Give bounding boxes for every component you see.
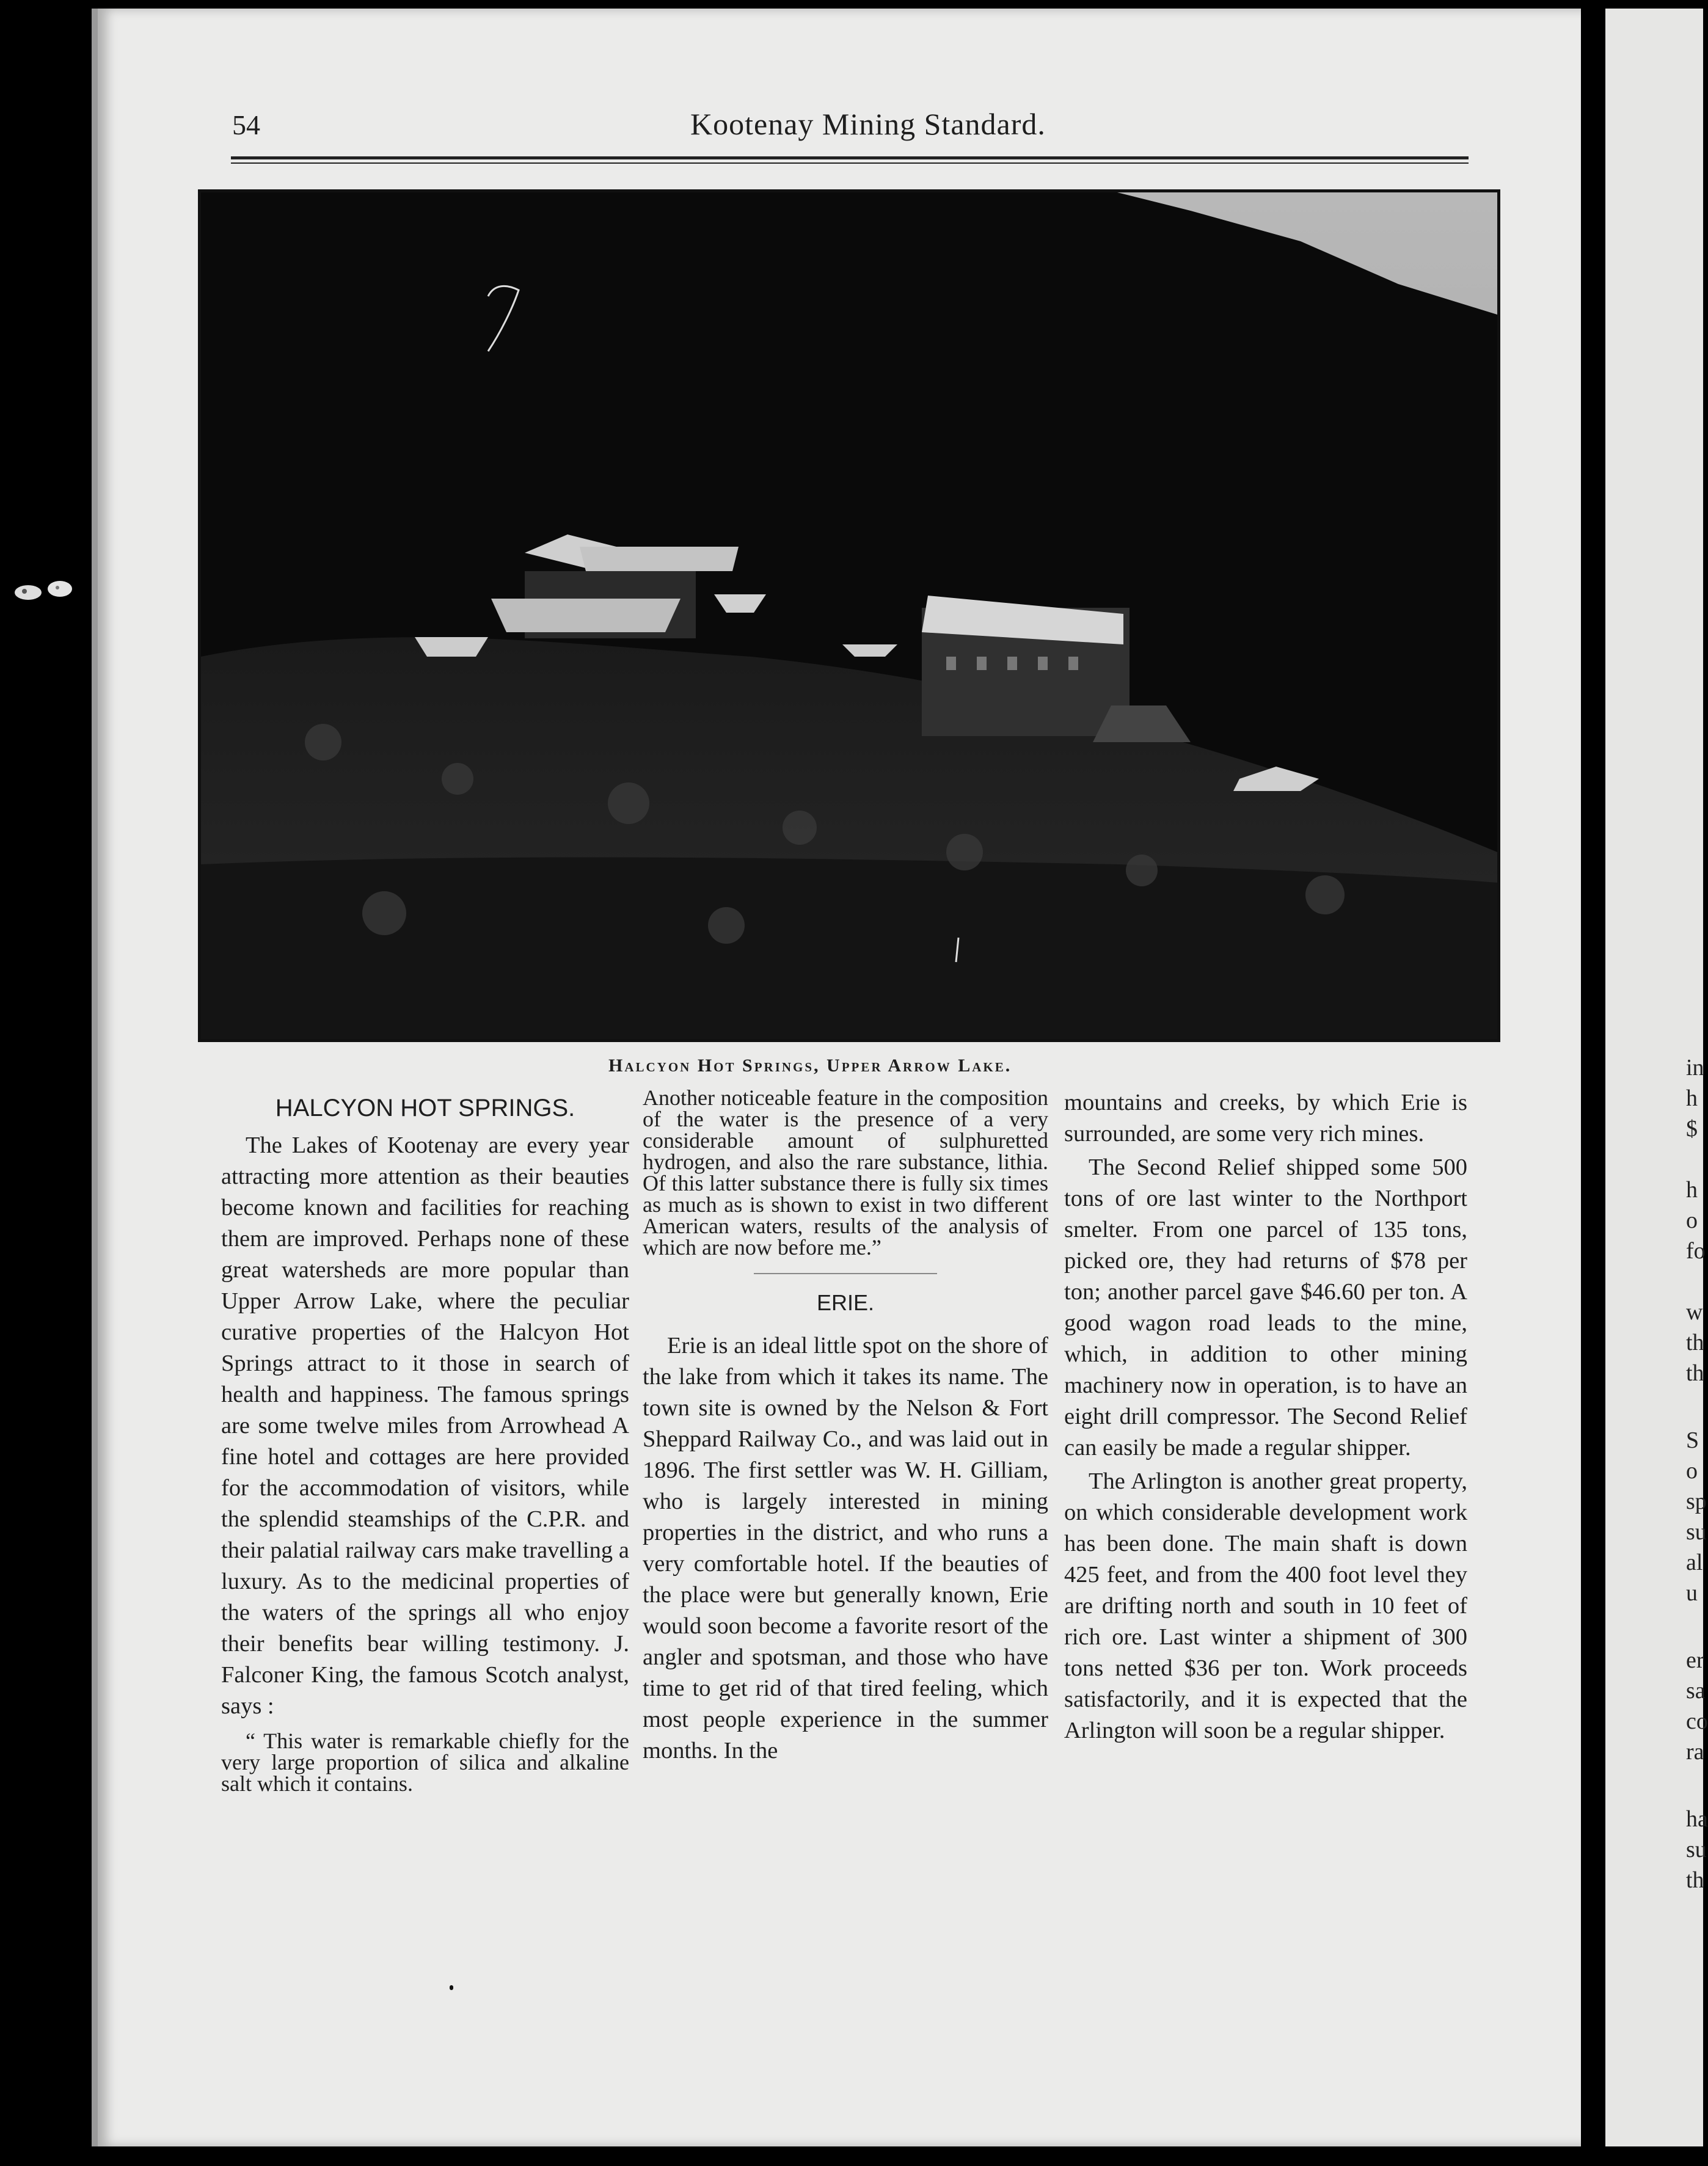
photo-caption: Halcyon Hot Springs, Upper Arrow Lake. (608, 1056, 1012, 1076)
halcyon-heading: HALCYON HOT SPRINGS. (275, 1095, 575, 1121)
halcyon-paragraph: The Lakes of Kootenay are every year attracting more attention as their beauties become known and facilities for reaching them are improved. Perhaps none of these great watersheds are more popular than Upper Arrow Lake, where the peculiar curative properties of the Halcyon Hot Springs attract to it those in search of health and happiness. The famous springs are some twelve miles from Arrowhead A fine hotel and cottages are here provided for the accommodation of visitors, while the splendid steamships of the C.P.R. and their palatial railway cars make travelling a luxury. As to the medicinal properties of the waters of the springs all who enjoy their benefits bear willing testimony. J. Falconer King, the famous Scotch analyst, says : (221, 1132, 629, 1719)
header-rule-thick (231, 156, 1469, 159)
page-number: 54 (232, 109, 260, 140)
article-column-3 (1064, 1087, 1467, 1746)
article-column-2 (643, 1087, 1048, 1767)
header-rule-thin (231, 162, 1469, 164)
section-separator (754, 1273, 937, 1274)
halcyon-photograph (198, 189, 1500, 1042)
second-relief-paragraph: The Second Relief shipped some 500 tons of ore last winter to the Northport smelter. From one parcel of 135 tons, picked ore, they had returns of $78 per ton; another parcel gave $46.60 per ton. A good wagon road leads to the mine, which, in addition to other mining machinery now in operation, is to have an eight drill compressor. The Second Relief can easily be made a regular shipper. (1064, 1154, 1467, 1460)
arlington-paragraph: The Arlington is another great property, on which considerable development work has been done. The main shaft is down 425 feet, and from the 400 foot level they are drifting north and south in 10 feet of rich ore. Last winter a shipment of 300 tons netted $36 per ton. Work proceeds satisfactorily, and it is expected that the Arlington will soon be a regular shipper. (1064, 1468, 1467, 1743)
article-column-1 (221, 1087, 629, 1795)
erie-paragraph-1-continued: mountains and creeks, by which Erie is surrounded, are some very rich mines. (1064, 1090, 1467, 1147)
ink-blot (11, 579, 78, 603)
erie-paragraph-1: Erie is an ideal little spot on the shore of the lake from which it takes its name. The town site is owned by the Nelson & Fort Sheppard Railway Co., and was laid out in 1896. The first settler was W. H. Gilliam, who is largely interested in mining properties in the district, and who runs a very comfortable hotel. If the beauties of the place were but generally known, Erie would soon become a favorite resort of the angler and spotsman, and those who have time to get rid of that tired feeling, which most people experience in the summer months. In the (643, 1333, 1048, 1763)
publication-title: Kootenay Mining Standard. (690, 107, 1046, 141)
print-speck (450, 1985, 453, 1990)
halcyon-quote-part2: Another noticeable feature in the composition of the water is the presence of a very considerable amount of sulphuretted hydrogen, and also the rare substance, lithia. Of this latter substance there is fully six times as much as is shown to exist in two different American waters, results of the analysis of which are now before me.” (643, 1085, 1048, 1260)
page-gutter (1581, 0, 1605, 2166)
erie-heading: ERIE. (816, 1290, 875, 1315)
halcyon-quote-part1: “ This water is remarkable chiefly for the very large proportion of silica and alkaline salt which it contains. (221, 1729, 629, 1796)
